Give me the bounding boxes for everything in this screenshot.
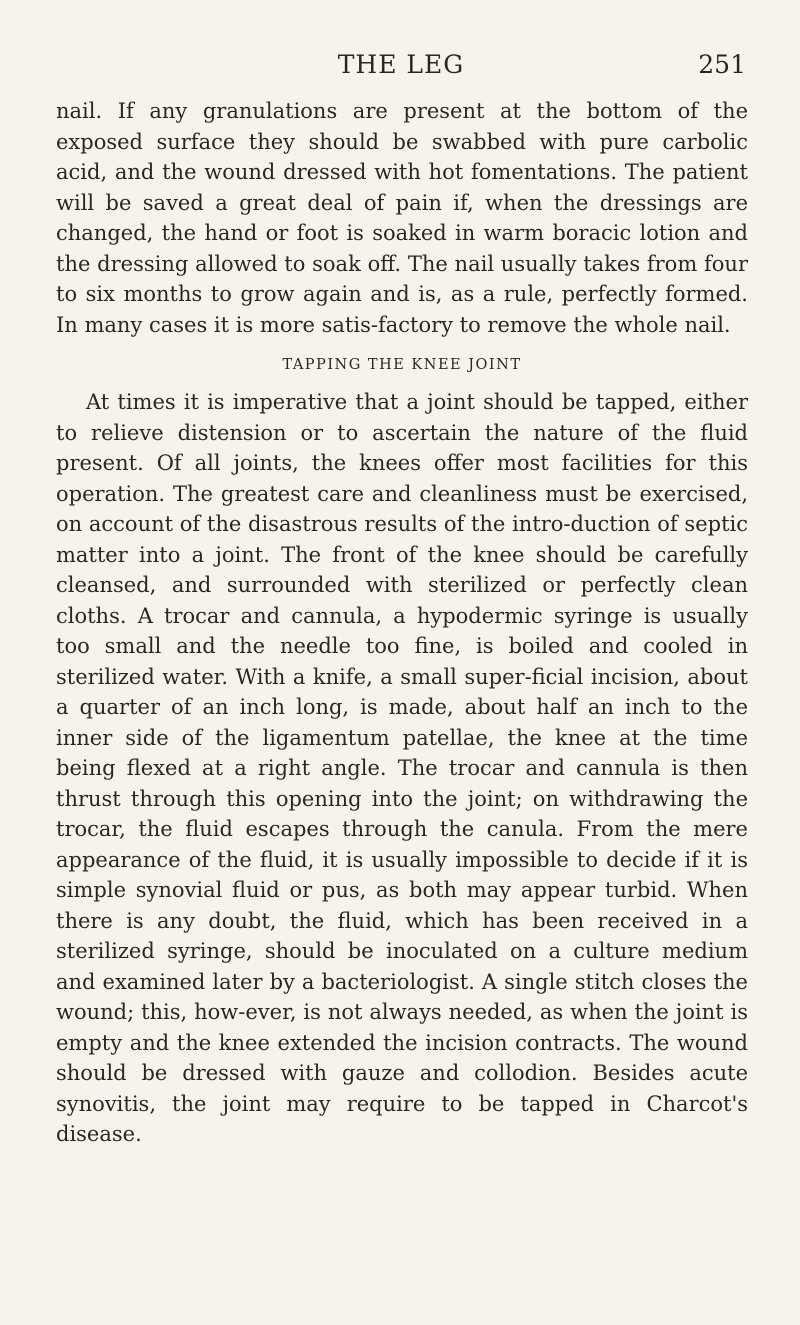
running-head: THE LEG <box>337 50 465 79</box>
paragraph-tapping: At times it is imperative that a joint should be tapped, either to relieve distension or to ascertain the nature of the fluid present. Of all joints, the knees offer most facilities for this operation. The greatest care and cleanliness must be exercised, on account of the disastrous results of the intro-duction of septic matter into a joint. The front of the knee should be carefully cleansed, and surrounded with sterilized or perfectly clean cloths. A trocar and cannula, a hypodermic syringe is usually too small and the needle too fine, is boiled and cooled in sterilized water. With a knife, a small super-ficial incision, about a quarter of an inch long, is made, about half an inch to the inner side of the ligamentum patellae, the knee at the time being flexed at a right angle. The trocar and cannula is then thrust through this opening into the joint; on withdrawing the trocar, the fluid escapes through the canula. From the mere appearance of the fluid, it is usually impossible to decide if it is simple synovial fluid or pus, as both may appear turbid. When there is any doubt, the fluid, which has been received in a sterilized syringe, should be inoculated on a culture medium and examined later by a bacteriologist. A single stitch closes the wound; this, how-ever, is not always needed, as when the joint is empty and the knee extended the incision contracts. The wound should be dressed with gauze and collodion. Besides acute synovitis, the joint may require to be tapped in Charcot's disease. <box>56 390 748 1146</box>
page-number: 251 <box>698 50 746 79</box>
body-text <box>56 96 748 1150</box>
paragraph-continuation: nail. If any granulations are present at the bottom of the exposed surface they should be swabbed with pure carbolic acid, and the wound dressed with hot fomentations. The patient will be saved a great deal of pain if, when the dressings are changed, the hand or foot is soaked in warm boracic lotion and the dressing allowed to soak off. The nail usually takes from four to six months to grow again and is, as a rule, perfectly formed. In many cases it is more satis-factory to remove the whole nail. <box>56 99 748 337</box>
section-heading: TAPPING THE KNEE JOINT <box>282 357 522 373</box>
page-header <box>56 50 746 90</box>
